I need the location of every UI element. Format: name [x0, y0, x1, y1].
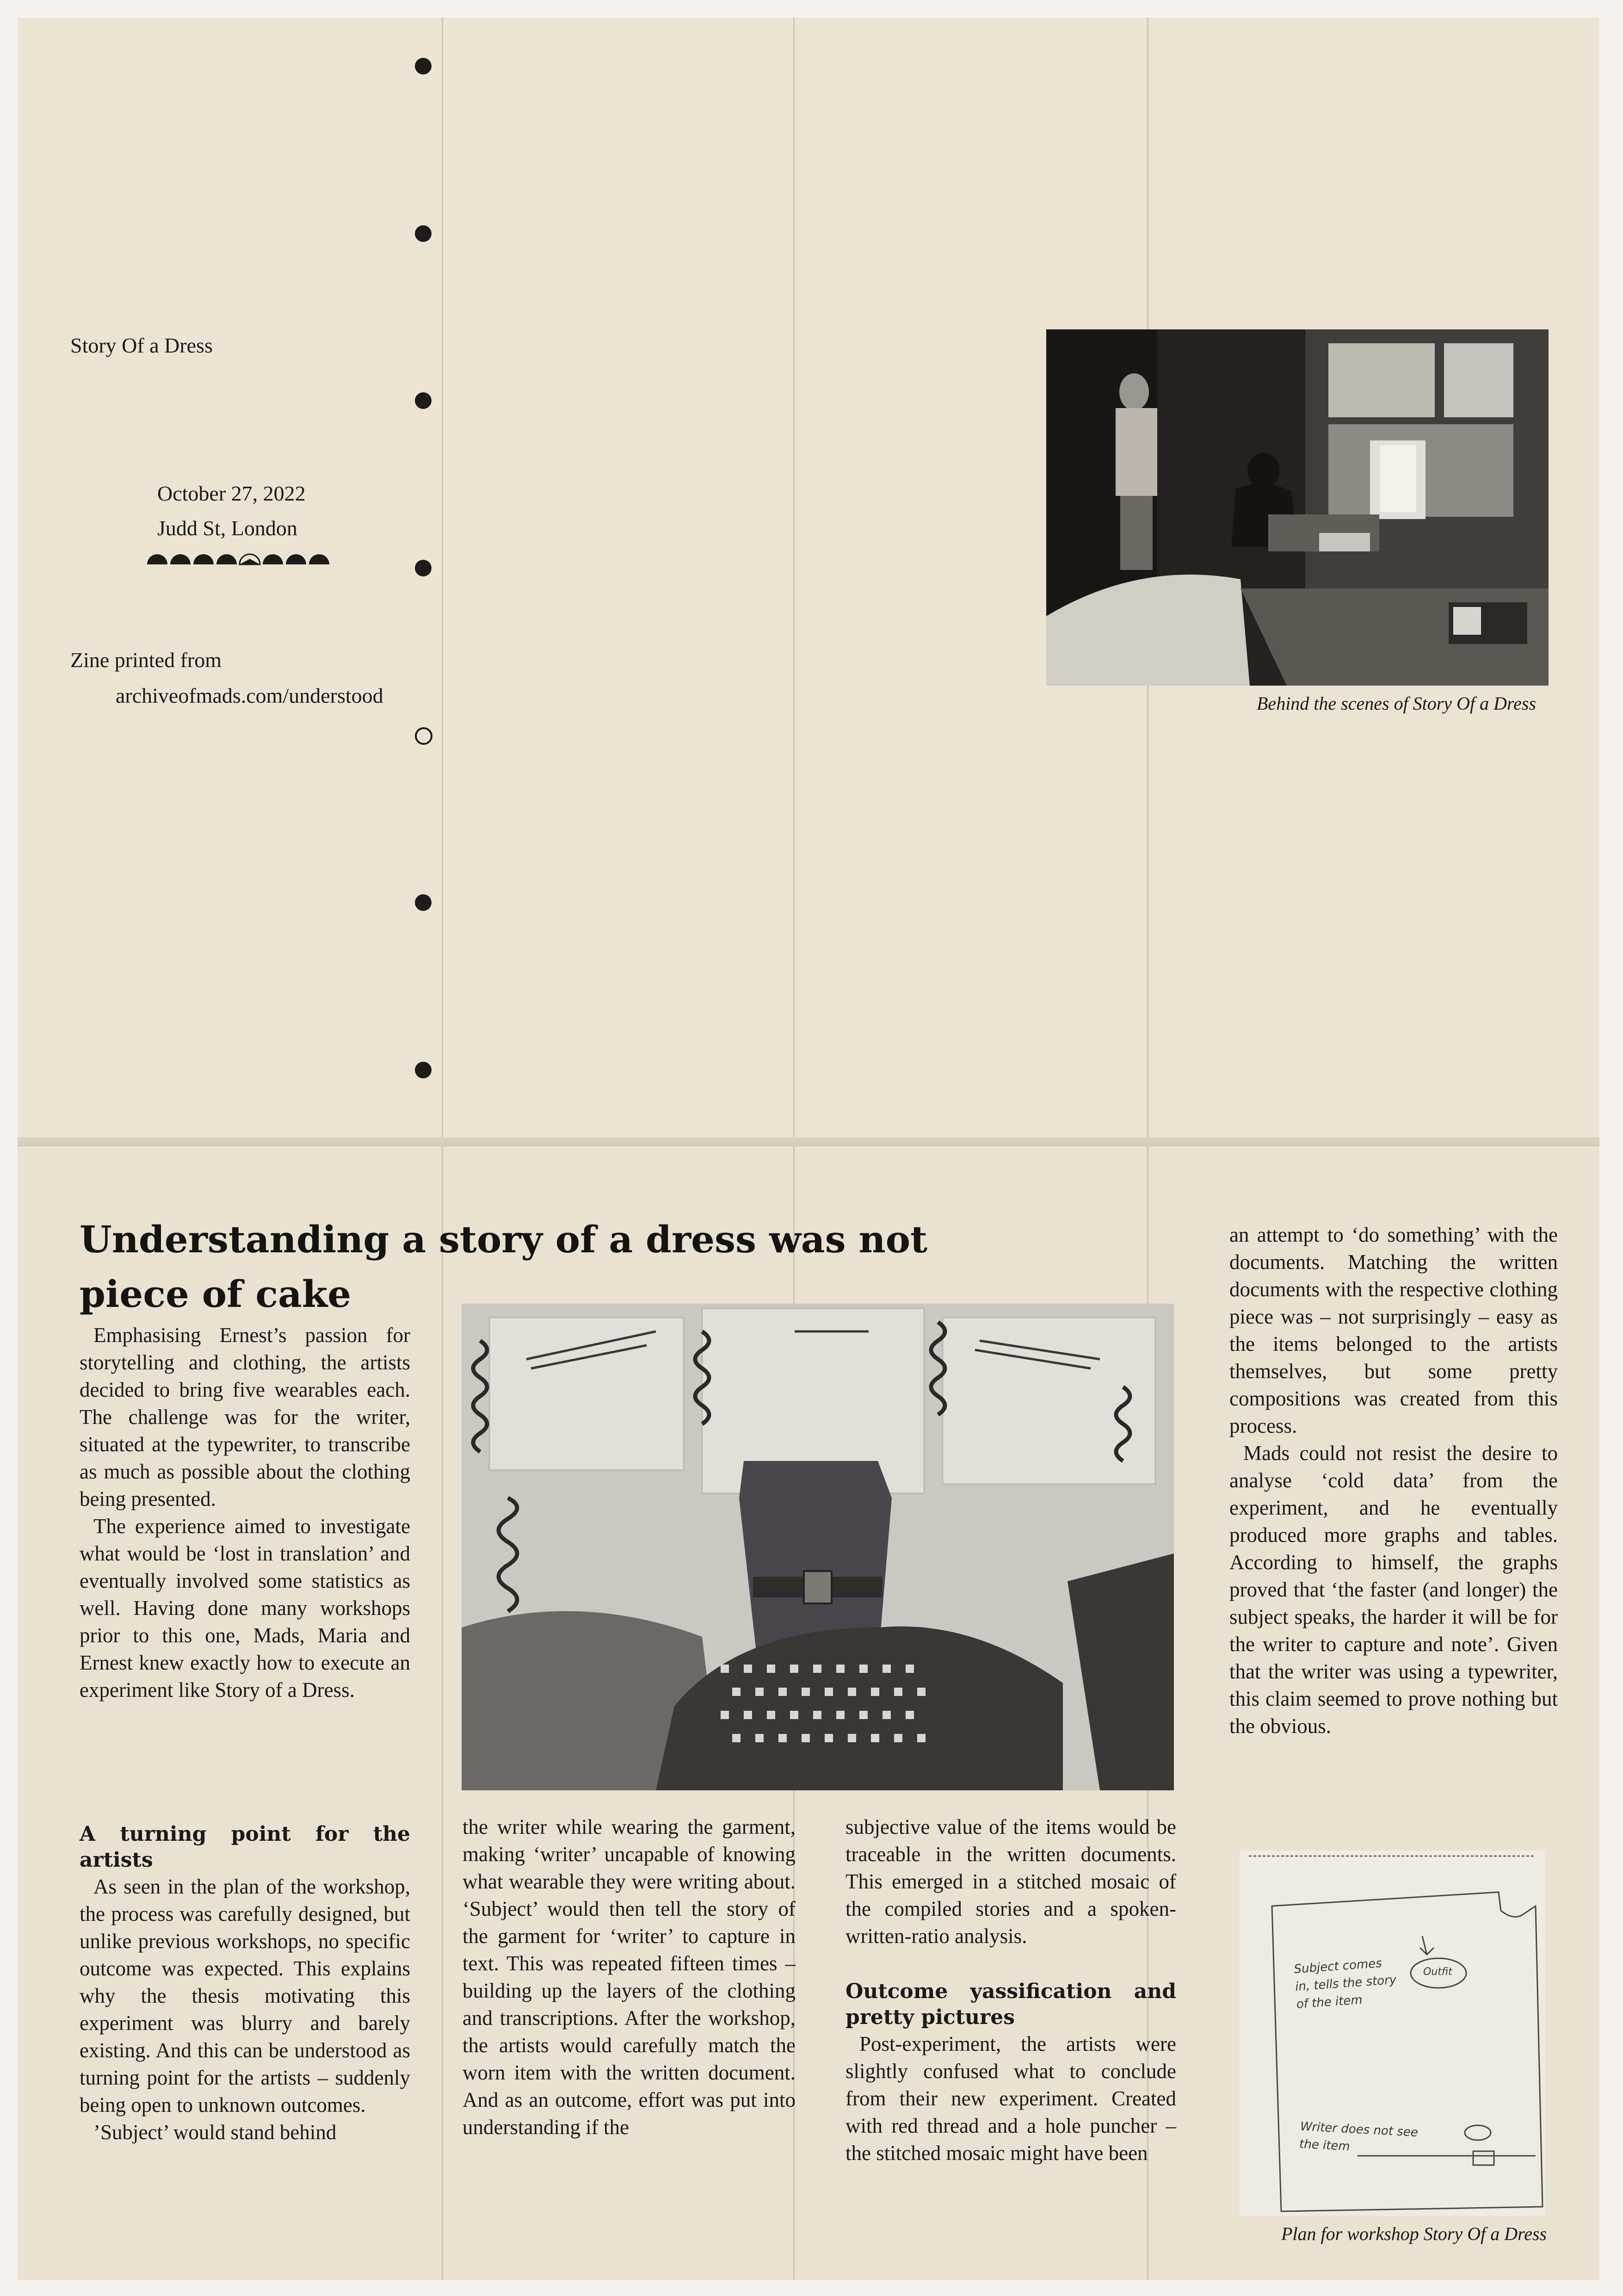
- fold-line: [442, 18, 443, 1146]
- article-column-3: [845, 1813, 1176, 2167]
- intro-column: [80, 1322, 410, 1704]
- event-date: October 27, 2022: [157, 482, 306, 505]
- column-4-paragraph-2: Mads could not resist the desire to analyse ‘cold data’ from the experiment, and he eventually produced more graphs and tables. According to himself, the graphs proved that ‘the faster (and longer) the subject speaks, the harder it will be for the writer to capture and note’. Given that the writer was using a typewriter, this claim seemed to prove nothing but the obvious.: [1229, 1442, 1558, 1738]
- binding-hole: [415, 1062, 432, 1078]
- column-4-paragraph-1: an attempt to ‘do something’ with the documents. Matching the written documents with the respective clothing piece was – not surprisingly – easy as the items belonged to the artists themselves, but some pretty compositions was created from this process.: [1229, 1223, 1558, 1437]
- sketch-note-subject: Subject comes in, tells the story of the item: [1293, 1956, 1397, 2011]
- sketch-note-writer: Writer does not see the item: [1299, 2119, 1419, 2154]
- binding-hole: [415, 560, 432, 576]
- turning-point-column: [80, 1821, 410, 2146]
- event-location: Judd St, London: [157, 516, 297, 540]
- section-heading-turning-point: A turning point for the artists: [80, 1822, 410, 1872]
- moon-phase-icon: [147, 551, 332, 565]
- workshop-plan-sketch: [1240, 1850, 1545, 2216]
- clothing-mosaic-photo: [462, 1304, 1174, 1790]
- zine-title: Story Of a Dress: [70, 334, 213, 357]
- turning-point-paragraph-1: As seen in the plan of the workshop, the process was carefully designed, but unlike previous workshops, no specific outcome was expected. This explains why the thesis motivating this experiment was blurry and barely existing. And this can be understood as turning point for the artists – suddenly being open to unknown outcomes.: [80, 1875, 410, 2117]
- moon-phase-row: [147, 551, 332, 565]
- printed-from-label: Zine printed from: [70, 648, 222, 672]
- article-column-2: [463, 1813, 796, 2141]
- turning-point-paragraph-2: ’Subject’ would stand behind: [93, 2121, 337, 2144]
- sketch-note-outfit: Outfit: [1423, 1966, 1452, 1978]
- binding-hole: [415, 58, 432, 74]
- column-2-paragraph: the writer while wearing the garment, making ‘writer’ uncapable of knowing what wearable they were writing about. ‘Subject’ would then tell the story of the garment for ‘writer’ to capture in text. This was repeated fifteen times – building up the layers of the clothing and transcriptions. After the workshop, the artists would carefully match the worn item with the written document. And as an outcome, effort was put into understanding if the: [463, 1815, 796, 2139]
- sketch-caption: Plan for workshop Story Of a Dress: [1281, 2223, 1547, 2244]
- fold-line: [793, 18, 795, 1146]
- intro-paragraph-1: Emphasising Ernest’s passion for storytelling and clothing, the artists decided to bring five wearables each. The challenge was for the writer, situated at the typewriter, to transcribe as much as possible about the clothing being presented.: [80, 1324, 410, 1510]
- printed-from-url[interactable]: archiveofmads.com/understood: [116, 684, 383, 707]
- photo-caption: Behind the scenes of Story Of a Dress: [1257, 693, 1536, 714]
- binding-hole: [415, 894, 432, 911]
- binding-hole: [415, 225, 432, 242]
- article-headline: Understanding a story of a dress was not piece of cake: [80, 1218, 928, 1316]
- section-heading-outcome: Outcome yassification and pretty pictures: [845, 1980, 1176, 2029]
- binding-hole-open: [415, 727, 432, 745]
- outcome-paragraph-1: Post-experiment, the artists were slightly confused what to conclude from their new experiment. Created with red thread and a hole puncher – the stitched mosaic might have been: [845, 2032, 1176, 2165]
- binding-hole: [415, 392, 432, 409]
- intro-paragraph-2: The experience aimed to investigate what would be ‘lost in translation’ and eventually involved some statistics as well. Having done many workshops prior to this one, Mads, Maria and Ernest knew exactly how to execute an experiment like Story of a Dress.: [80, 1515, 410, 1702]
- behind-the-scenes-photo: [1046, 329, 1549, 686]
- column-3-paragraph: subjective value of the items would be traceable in the written documents. This emerged in a stitched mosaic of the compiled stories and a spoken-written-ratio analysis.: [845, 1815, 1176, 1948]
- article-column-4: [1229, 1221, 1558, 1740]
